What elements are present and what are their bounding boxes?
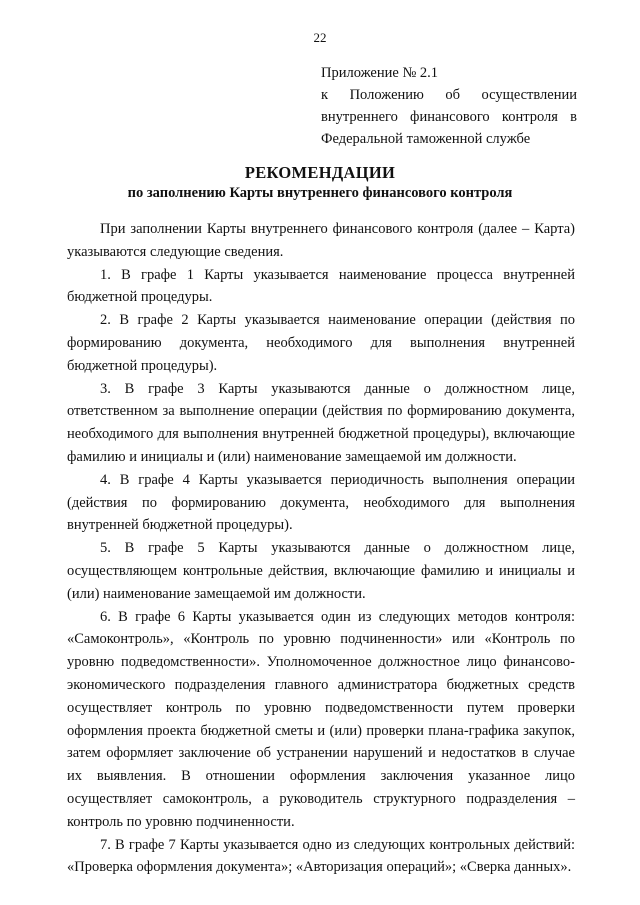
page-number: 22	[313, 30, 327, 45]
paragraph-7: 7. В графе 7 Карты указывается одно из следующих контрольных действий: «Проверка оформления документа»; «Авторизация операций»; «Сверка данных».	[67, 836, 575, 876]
document-title: РЕКОМЕНДАЦИИ	[244, 163, 396, 182]
paragraph-1: 1. В графе 1 Карты указывается наименование процесса внутренней бюджетной процедуры.	[67, 266, 575, 306]
paragraph-5: 5. В графе 5 Карты указываются данные о должностном лице, осуществляющем контрольные действия, включающие фамилию и инициалы и (или) наименование замещаемой им должности.	[67, 540, 575, 602]
document-subtitle: по заполнению Карты внутреннего финансового контроля	[127, 185, 513, 201]
paragraph-2: 2. В графе 2 Карты указывается наименование операции (действия по формированию документа, необходимого для выполнения внутренней бюджетной процедуры).	[67, 312, 575, 374]
paragraph-6: 6. В графе 6 Карты указывается один из следующих методов контроля: «Самоконтроль», «Контроль по уровню подчиненности» или «Контроль по уровню подведомственности». Уполномоченное должностное лицо финансово-экономического подразделения главного администратора бюджетных средств осуществляет контроль по уровню подведомственности путем проверки оформления проекта бюджетной сметы и (или) проверки плана-графика закупок, затем оформляет заключение об устранении нарушений и недостатков в случае их выявления. В отношении оформления заключения указанное лицо осуществляет самоконтроль, а руководитель структурного подразделения – контроль по уровню подчиненности.	[67, 608, 575, 830]
paragraph-3: 3. В графе 3 Карты указываются данные о должностном лице, ответственном за выполнение операции (действия по формированию документа, необходимого для выполнения внутренней бюджетной процедуры), включающие фамилию и инициалы и (или) наименование замещаемой им должности.	[67, 380, 575, 465]
appendix-line-4: Федеральной таможенной службе	[321, 131, 531, 147]
appendix-title: Приложение № 2.1	[321, 65, 439, 81]
appendix-line-2: к Положению об осуществлении	[321, 87, 577, 103]
paragraph-intro: При заполнении Карты внутреннего финансового контроля (далее – Карта) указываются следующие сведения.	[67, 221, 575, 260]
appendix-line-3: внутреннего финансового контроля в	[321, 109, 577, 125]
paragraph-4: 4. В графе 4 Карты указывается периодичность выполнения операции (действия по формированию документа, необходимого для выполнения внутренней бюджетной процедуры).	[67, 471, 575, 534]
appendix-block	[321, 62, 577, 150]
document-body	[67, 218, 575, 879]
